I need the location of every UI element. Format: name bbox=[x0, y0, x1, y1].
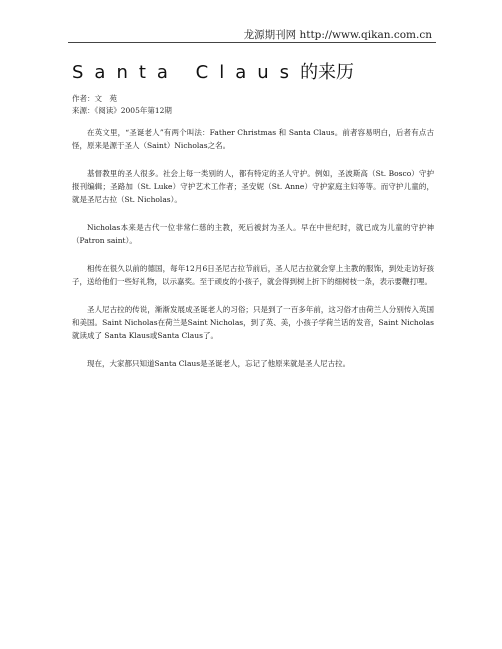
header-divider bbox=[68, 42, 436, 43]
paragraph: 相传在很久以前的德国，每年12月6日圣尼古拉节前后，圣人尼古拉就会穿上主教的服饰，到处走访好孩子，送给他们一些好礼物，以示嘉奖。至于顽皮的小孩子，就会得到树上折下的细树枝一条，表示要鞭打哩。 bbox=[72, 264, 434, 286]
paragraph: 基督教里的圣人很多。社会上每一类别的人，都有特定的圣人守护。例如，圣波斯高（St. Bosco）守护报刊编辑；圣路加（St. Luke）守护艺术工作者；圣安妮（St. Anne）守护家庭主妇等等。而守护儿童的，就是圣尼古拉（St. Nicholas）。 bbox=[72, 169, 434, 204]
paragraph: 圣人尼古拉的传说，渐渐发展成圣诞老人的习俗；只是到了一百多年前，这习俗才由荷兰人分别传入英国和美国。Saint Nicholas在荷兰是Saint Nicholas，到了英、美，小孩子学荷兰话的发音，Saint Nicholas就读成了 Santa Klaus或Santa Claus了。 bbox=[72, 305, 434, 340]
author-line: 作者：文 苑 bbox=[72, 94, 117, 103]
title-chinese: 的来历 bbox=[300, 62, 355, 83]
article-meta bbox=[72, 93, 434, 117]
source-line: 来源：《阅读》2005年第12期 bbox=[72, 106, 172, 115]
site-header: 龙源期刊网 http://www.qikan.com.cn bbox=[243, 29, 432, 41]
paragraph: 在英文里，“圣诞老人”有两个叫法：Father Christmas 和 Santa Claus。前者容易明白，后者有点古怪，原来是源于圣人（Saint）Nicholas之名。 bbox=[72, 128, 434, 150]
title-latin: Santa Claus bbox=[72, 62, 301, 83]
article bbox=[72, 62, 434, 385]
article-title bbox=[72, 62, 434, 84]
paragraph: Nicholas本来是古代一位非常仁慈的主教，死后被封为圣人。早在中世纪时，就已成为儿童的守护神（Patron saint）。 bbox=[72, 223, 434, 245]
article-body bbox=[72, 126, 434, 370]
paragraph: 现在，大家都只知道Santa Claus是圣诞老人，忘记了他原来就是圣人尼古拉。 bbox=[87, 359, 351, 368]
